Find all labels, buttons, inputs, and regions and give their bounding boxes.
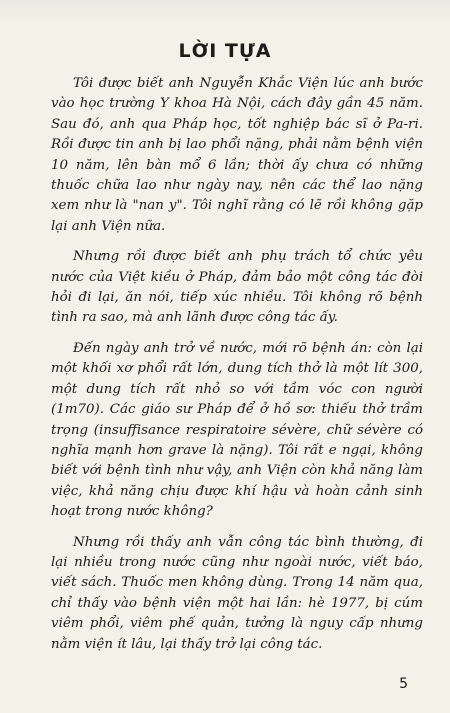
- paragraph-4: Nhưng rồi thấy anh vẫn công tác bình thường, đi lại nhiều trong nước cũng như ngoài nước, viết báo, viết sách. Thuốc men không dùng. Trong 14 năm qua, chỉ thấy vào bệnh viện một hai lần: hè 1977, bị cúm viêm phổi, viêm phế quản, tưởng là nguy cấp nhưng nằm viện ít lâu, lại thấy trở lại công tác.: [51, 534, 423, 652]
- paragraph-1: Tôi được biết anh Nguyễn Khắc Viện lúc anh bước vào học trường Y khoa Hà Nội, cách đây gần 45 năm. Sau đó, anh qua Pháp học, tốt nghiệp bác sĩ ở Pa-ri. Rồi được tin anh bị lao phổi nặng, phải nằm bệnh viện 10 năm, lên bàn mổ 6 lần; thời ấy chưa có những thuốc chữa lao như ngày nay, nên các thể lao nặng xem như là "nan y". Tôi nghĩ rằng có lẽ rồi không gặp lại anh Viện nữa.: [51, 76, 423, 234]
- paragraph-2: Nhưng rồi được biết anh phụ trách tổ chức yêu nước của Việt kiều ở Pháp, đảm bảo một công tác đòi hỏi đi lại, ăn nói, tiếp xúc nhiều. Tôi không rõ bệnh tình ra sao, mà anh lãnh được công tác ấy.: [51, 249, 423, 326]
- page-title: LỜI TỰA: [178, 40, 272, 62]
- page-number: 5: [399, 676, 408, 692]
- paragraph-3: Đến ngày anh trở về nước, mới rõ bệnh án: còn lại một khối xơ phổi rất lớn, dung tích thở là một lít 300, một dung tích rất nhỏ so với tầm vóc con người (1m70). Các giáo sư Pháp để ở hồ sơ: thiếu thở trầm trọng (insuffisance respiratoire sévère, chữ sévère có nghĩa mạnh hơn grave là nặng). Tôi rất e ngại, không biết với bệnh tình như vậy, anh Viện còn khả năng làm việc, khả năng chịu được khí hậu và hoàn cảnh sinh hoạt trong nước không?: [51, 340, 423, 520]
- preface-body: [51, 74, 423, 665]
